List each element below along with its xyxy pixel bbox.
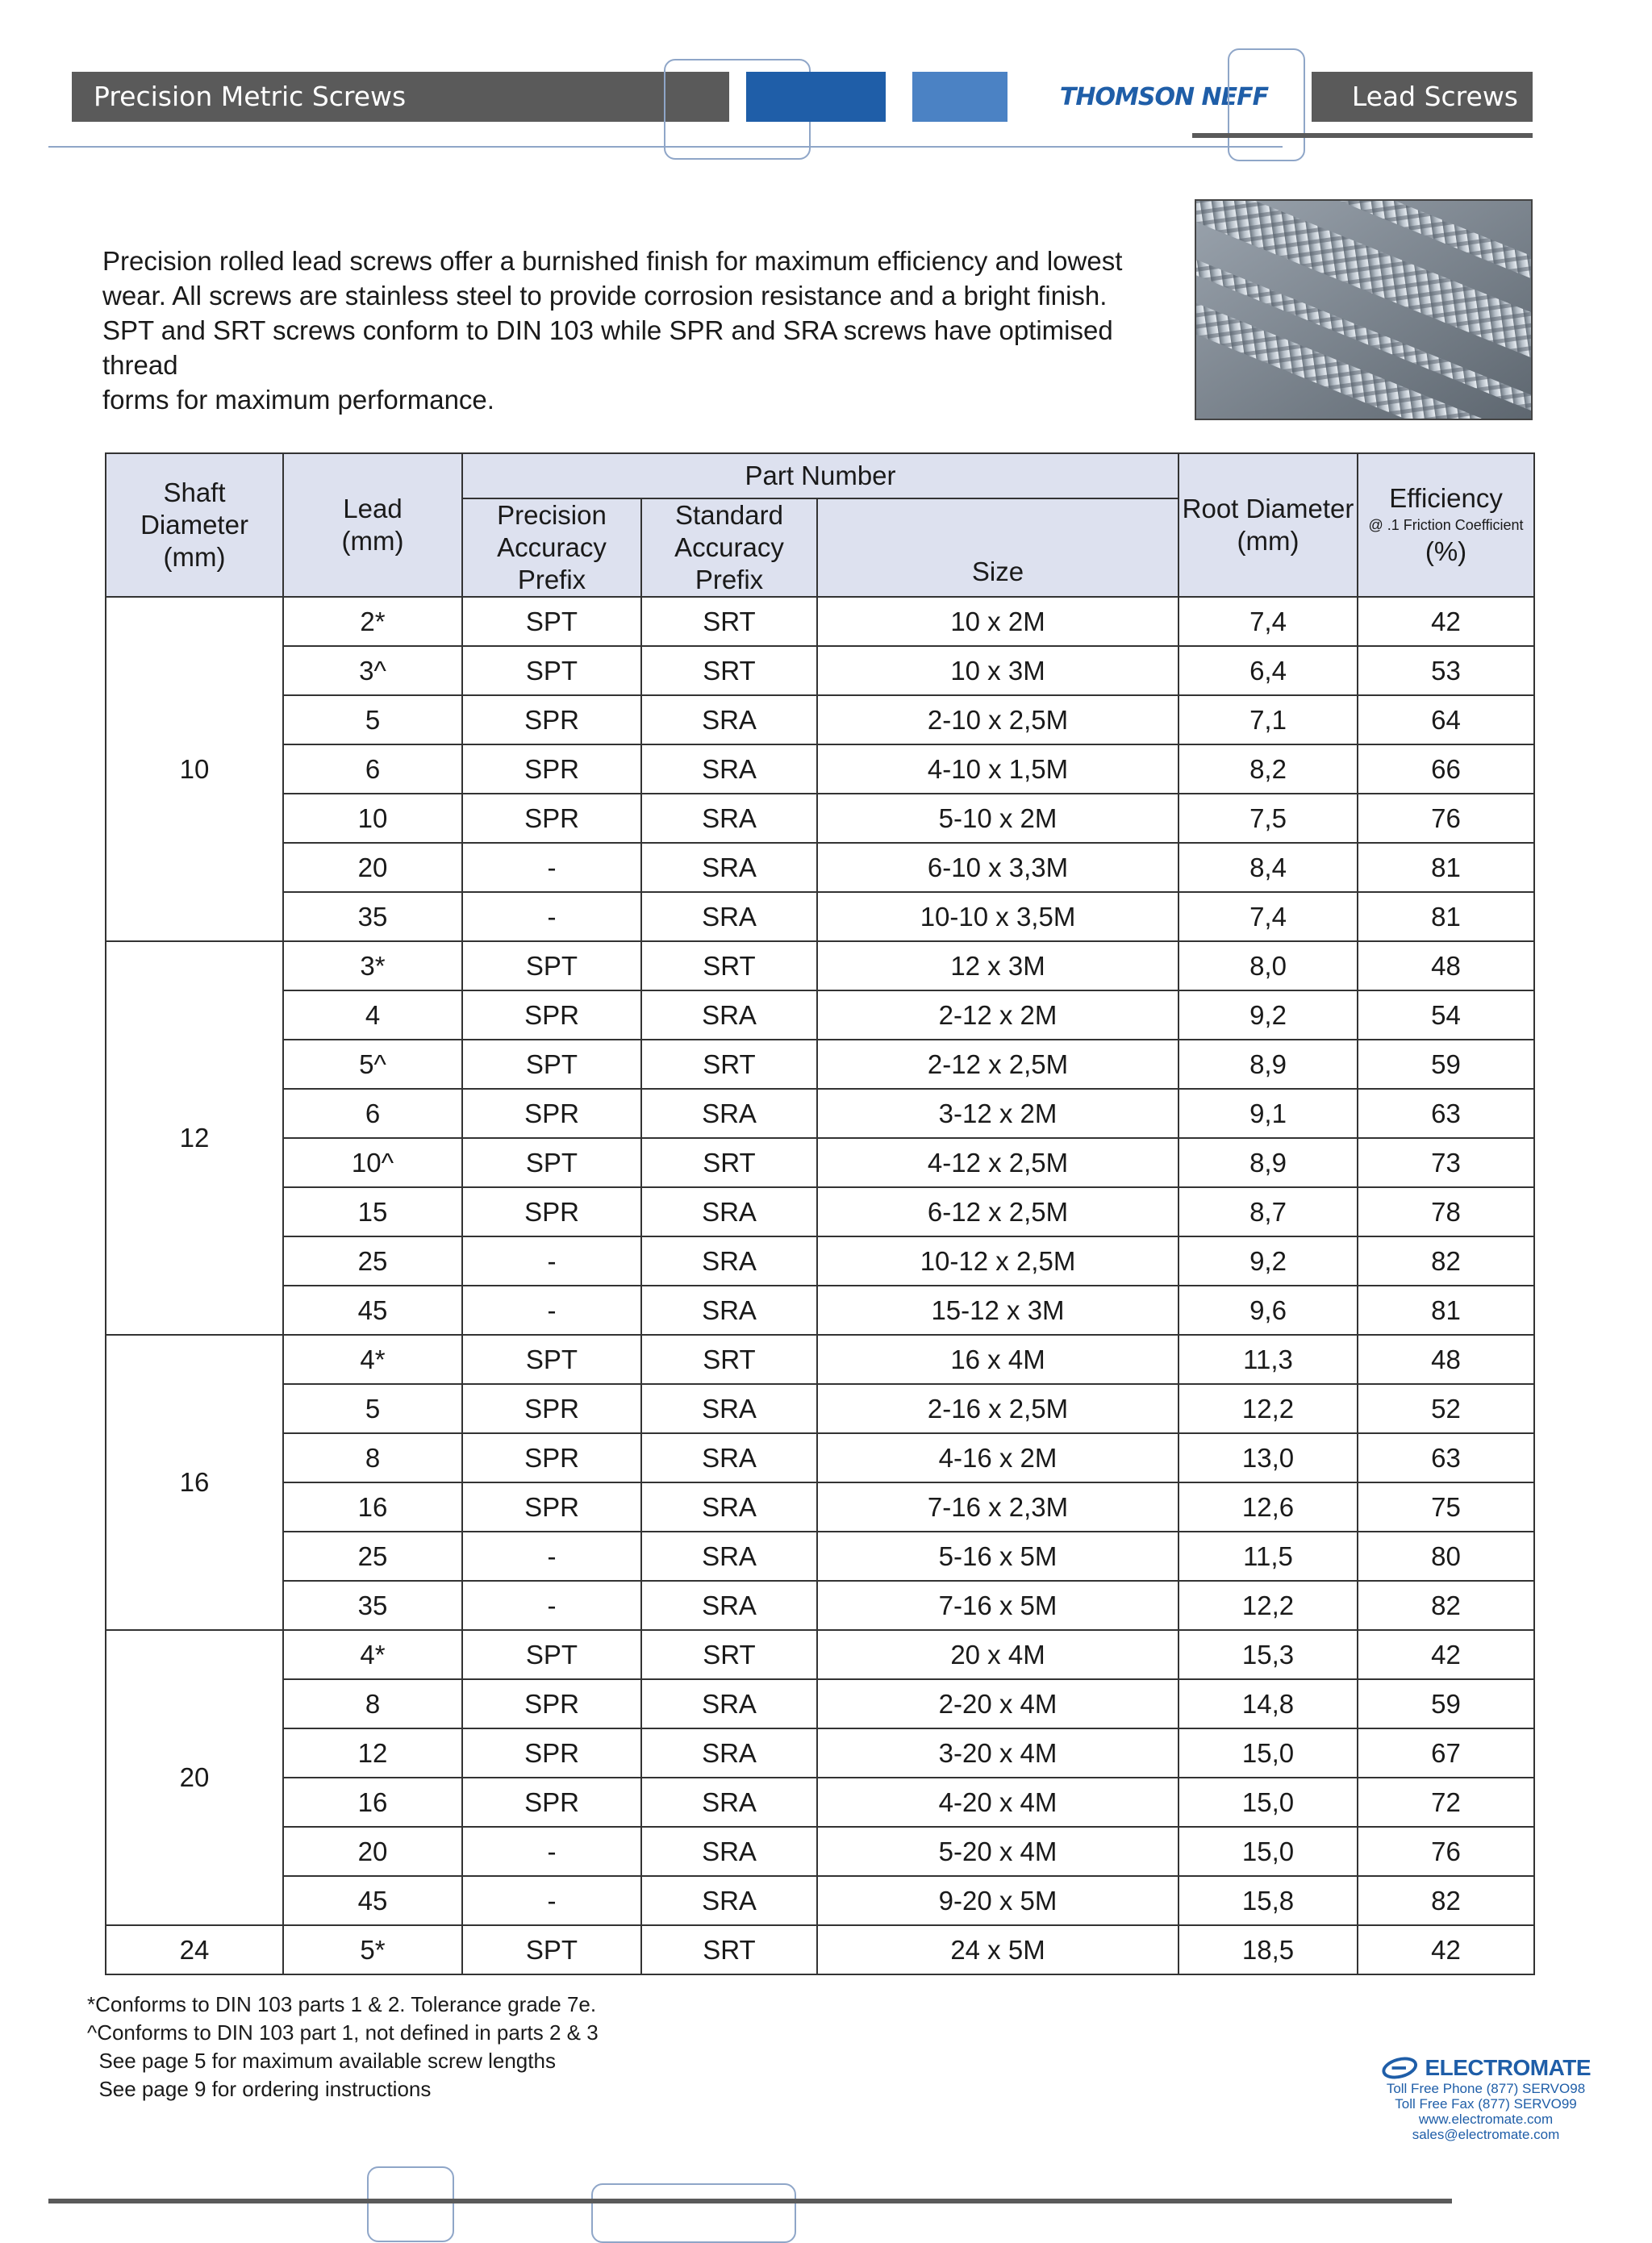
efficiency-cell: 48 xyxy=(1358,1335,1534,1384)
header-gray-rule xyxy=(1192,133,1533,138)
root-diameter-cell: 12,2 xyxy=(1179,1581,1358,1630)
table-row xyxy=(106,1925,1534,1974)
precision-prefix-cell: SPR xyxy=(462,1679,641,1728)
size-cell: 4-16 x 2M xyxy=(817,1433,1179,1482)
standard-prefix-cell: SRA xyxy=(641,695,817,744)
table-row xyxy=(106,646,1534,695)
efficiency-cell: 80 xyxy=(1358,1532,1534,1581)
table-row xyxy=(106,744,1534,794)
col-header-standard-prefix: Standard Accuracy Prefix xyxy=(641,498,817,597)
precision-prefix-cell: - xyxy=(462,1236,641,1286)
root-diameter-cell: 9,2 xyxy=(1179,990,1358,1040)
efficiency-cell: 48 xyxy=(1358,941,1534,990)
standard-prefix-cell: SRT xyxy=(641,597,817,646)
col-header-shaft-diameter: Shaft Diameter (mm) xyxy=(106,453,283,597)
size-cell: 7-16 x 5M xyxy=(817,1581,1179,1630)
root-diameter-cell: 12,6 xyxy=(1179,1482,1358,1532)
table-row xyxy=(106,1679,1534,1728)
col-header-part-number: Part Number xyxy=(462,453,1179,498)
root-diameter-cell: 8,4 xyxy=(1179,843,1358,892)
col-header-precision-prefix: Precision Accuracy Prefix xyxy=(462,498,641,597)
footer-decor-outline xyxy=(367,2166,454,2242)
table-row xyxy=(106,1630,1534,1679)
footnote: See page 9 for ordering instructions xyxy=(87,2077,432,2101)
root-diameter-cell: 15,0 xyxy=(1179,1778,1358,1827)
root-diameter-cell: 8,9 xyxy=(1179,1040,1358,1089)
lead-cell: 25 xyxy=(283,1236,462,1286)
efficiency-cell: 78 xyxy=(1358,1187,1534,1236)
precision-prefix-cell: SPT xyxy=(462,597,641,646)
standard-prefix-cell: SRA xyxy=(641,1581,817,1630)
precision-prefix-cell: SPR xyxy=(462,1482,641,1532)
lead-cell: 25 xyxy=(283,1532,462,1581)
lead-cell: 4* xyxy=(283,1630,462,1679)
table-row xyxy=(106,1335,1534,1384)
header-blue-rule xyxy=(48,146,1283,148)
root-diameter-cell: 15,0 xyxy=(1179,1728,1358,1778)
precision-prefix-cell: SPT xyxy=(462,941,641,990)
lead-screw-photo xyxy=(1195,199,1533,420)
col-header-lead: Lead (mm) xyxy=(283,453,462,597)
efficiency-cell: 64 xyxy=(1358,695,1534,744)
root-diameter-cell: 6,4 xyxy=(1179,646,1358,695)
shaft-diameter-cell: 12 xyxy=(106,941,283,1335)
size-cell: 10-12 x 2,5M xyxy=(817,1236,1179,1286)
root-diameter-cell: 15,8 xyxy=(1179,1876,1358,1925)
lead-cell: 16 xyxy=(283,1482,462,1532)
precision-prefix-cell: - xyxy=(462,1827,641,1876)
col-header-root-diameter: Root Diameter (mm) xyxy=(1179,453,1358,597)
table-row xyxy=(106,941,1534,990)
electromate-name: ELECTROMATE xyxy=(1425,2055,1591,2080)
efficiency-cell: 42 xyxy=(1358,1630,1534,1679)
efficiency-cell: 66 xyxy=(1358,744,1534,794)
table-row xyxy=(106,1433,1534,1482)
efficiency-cell: 82 xyxy=(1358,1236,1534,1286)
root-diameter-cell: 8,9 xyxy=(1179,1138,1358,1187)
root-diameter-cell: 13,0 xyxy=(1179,1433,1358,1482)
precision-prefix-cell: - xyxy=(462,1581,641,1630)
table-row xyxy=(106,1089,1534,1138)
shaft-diameter-cell: 10 xyxy=(106,597,283,941)
standard-prefix-cell: SRA xyxy=(641,1384,817,1433)
precision-prefix-cell: SPT xyxy=(462,1335,641,1384)
lead-cell: 5* xyxy=(283,1925,462,1974)
root-diameter-cell: 9,6 xyxy=(1179,1286,1358,1335)
efficiency-cell: 82 xyxy=(1358,1876,1534,1925)
footer-decor-outline-wide xyxy=(591,2183,796,2243)
table-row xyxy=(106,1827,1534,1876)
size-cell: 4-10 x 1,5M xyxy=(817,744,1179,794)
footnote: *Conforms to DIN 103 parts 1 & 2. Tolerance grade 7e. xyxy=(87,1992,597,2016)
col-header-size: Size xyxy=(817,498,1179,597)
precision-prefix-cell: SPR xyxy=(462,1433,641,1482)
precision-prefix-cell: SPR xyxy=(462,1778,641,1827)
precision-prefix-cell: - xyxy=(462,1286,641,1335)
size-cell: 20 x 4M xyxy=(817,1630,1179,1679)
header-blue-block xyxy=(746,72,886,122)
efficiency-cell: 76 xyxy=(1358,1827,1534,1876)
root-diameter-cell: 12,2 xyxy=(1179,1384,1358,1433)
footnote: See page 5 for maximum available screw lengths xyxy=(87,2049,556,2073)
efficiency-unit: (%) xyxy=(1425,536,1467,566)
standard-prefix-cell: SRT xyxy=(641,1925,817,1974)
table-row xyxy=(106,1581,1534,1630)
standard-prefix-cell: SRA xyxy=(641,1532,817,1581)
root-diameter-cell: 7,4 xyxy=(1179,597,1358,646)
electromate-phone: Toll Free Phone (877) SERVO98 xyxy=(1386,2081,1586,2096)
efficiency-cell: 82 xyxy=(1358,1581,1534,1630)
electromate-contact xyxy=(1381,2055,1591,2142)
size-cell: 5-10 x 2M xyxy=(817,794,1179,843)
precision-prefix-cell: - xyxy=(462,892,641,941)
precision-prefix-cell: SPR xyxy=(462,744,641,794)
root-diameter-cell: 18,5 xyxy=(1179,1925,1358,1974)
precision-prefix-cell: SPR xyxy=(462,990,641,1040)
size-cell: 10-10 x 3,5M xyxy=(817,892,1179,941)
table-row xyxy=(106,1482,1534,1532)
precision-prefix-cell: SPT xyxy=(462,1138,641,1187)
table-row xyxy=(106,1532,1534,1581)
standard-prefix-cell: SRT xyxy=(641,941,817,990)
standard-prefix-cell: SRA xyxy=(641,1778,817,1827)
efficiency-label: Efficiency xyxy=(1389,483,1503,513)
root-diameter-cell: 9,2 xyxy=(1179,1236,1358,1286)
electromate-logo xyxy=(1381,2055,1591,2081)
lead-cell: 20 xyxy=(283,1827,462,1876)
efficiency-cell: 54 xyxy=(1358,990,1534,1040)
intro-paragraph xyxy=(102,244,1151,417)
standard-prefix-cell: SRA xyxy=(641,794,817,843)
lead-cell: 4* xyxy=(283,1335,462,1384)
table-row xyxy=(106,1384,1534,1433)
precision-prefix-cell: SPR xyxy=(462,1089,641,1138)
efficiency-cell: 63 xyxy=(1358,1089,1534,1138)
table-row xyxy=(106,1286,1534,1335)
intro-line: Precision rolled lead screws offer a burnished finish for maximum efficiency and lowest xyxy=(102,246,1123,276)
size-cell: 7-16 x 2,3M xyxy=(817,1482,1179,1532)
intro-line: SPT and SRT screws conform to DIN 103 while SPR and SRA screws have optimised thread xyxy=(102,315,1113,380)
footnote: ^Conforms to DIN 103 part 1, not defined in parts 2 & 3 xyxy=(87,2020,599,2045)
lead-cell: 3* xyxy=(283,941,462,990)
precision-prefix-cell: - xyxy=(462,1532,641,1581)
efficiency-subtitle: @ .1 Friction Coefficient xyxy=(1368,517,1524,533)
size-cell: 12 x 3M xyxy=(817,941,1179,990)
precision-prefix-cell: SPR xyxy=(462,1728,641,1778)
efficiency-cell: 81 xyxy=(1358,892,1534,941)
lead-screw-spec-table xyxy=(105,452,1535,1975)
efficiency-cell: 75 xyxy=(1358,1482,1534,1532)
lead-cell: 6 xyxy=(283,744,462,794)
lead-cell: 6 xyxy=(283,1089,462,1138)
lead-cell: 5 xyxy=(283,1384,462,1433)
size-cell: 2-12 x 2M xyxy=(817,990,1179,1040)
table-row xyxy=(106,843,1534,892)
size-cell: 16 x 4M xyxy=(817,1335,1179,1384)
table-body xyxy=(106,597,1534,1974)
lead-cell: 10^ xyxy=(283,1138,462,1187)
standard-prefix-cell: SRA xyxy=(641,1236,817,1286)
table-row xyxy=(106,990,1534,1040)
logo-text: THOMSON NEFF xyxy=(1059,82,1269,111)
size-cell: 5-16 x 5M xyxy=(817,1532,1179,1581)
lead-cell: 15 xyxy=(283,1187,462,1236)
size-cell: 4-20 x 4M xyxy=(817,1778,1179,1827)
standard-prefix-cell: SRT xyxy=(641,1040,817,1089)
standard-prefix-cell: SRA xyxy=(641,1433,817,1482)
footer-gray-rule xyxy=(48,2199,1452,2203)
efficiency-cell: 76 xyxy=(1358,794,1534,843)
precision-prefix-cell: SPR xyxy=(462,1187,641,1236)
header-category-title: Lead Screws xyxy=(1312,72,1533,122)
table-row xyxy=(106,1138,1534,1187)
precision-prefix-cell: SPR xyxy=(462,1384,641,1433)
precision-prefix-cell: - xyxy=(462,843,641,892)
size-cell: 3-12 x 2M xyxy=(817,1089,1179,1138)
size-cell: 3-20 x 4M xyxy=(817,1728,1179,1778)
table-row xyxy=(106,1236,1534,1286)
root-diameter-cell: 11,5 xyxy=(1179,1532,1358,1581)
precision-prefix-cell: SPT xyxy=(462,1925,641,1974)
standard-prefix-cell: SRA xyxy=(641,1827,817,1876)
precision-prefix-cell: SPT xyxy=(462,1040,641,1089)
efficiency-cell: 42 xyxy=(1358,1925,1534,1974)
standard-prefix-cell: SRT xyxy=(641,1335,817,1384)
efficiency-cell: 81 xyxy=(1358,1286,1534,1335)
size-cell: 15-12 x 3M xyxy=(817,1286,1179,1335)
standard-prefix-cell: SRT xyxy=(641,1138,817,1187)
table-row xyxy=(106,1728,1534,1778)
standard-prefix-cell: SRA xyxy=(641,1286,817,1335)
efficiency-cell: 81 xyxy=(1358,843,1534,892)
root-diameter-cell: 7,4 xyxy=(1179,892,1358,941)
table-row xyxy=(106,794,1534,843)
lead-cell: 20 xyxy=(283,843,462,892)
root-diameter-cell: 14,8 xyxy=(1179,1679,1358,1728)
efficiency-cell: 59 xyxy=(1358,1679,1534,1728)
standard-prefix-cell: SRA xyxy=(641,1187,817,1236)
table-row xyxy=(106,1778,1534,1827)
standard-prefix-cell: SRA xyxy=(641,1728,817,1778)
size-cell: 10 x 2M xyxy=(817,597,1179,646)
efficiency-cell: 63 xyxy=(1358,1433,1534,1482)
precision-prefix-cell: SPT xyxy=(462,646,641,695)
standard-prefix-cell: SRT xyxy=(641,646,817,695)
size-cell: 4-12 x 2,5M xyxy=(817,1138,1179,1187)
table-row xyxy=(106,597,1534,646)
electromate-logo-icon xyxy=(1381,2056,1418,2080)
header-decor-outline-right xyxy=(1228,48,1305,161)
size-cell: 2-16 x 2,5M xyxy=(817,1384,1179,1433)
efficiency-cell: 59 xyxy=(1358,1040,1534,1089)
lead-cell: 45 xyxy=(283,1876,462,1925)
root-diameter-cell: 9,1 xyxy=(1179,1089,1358,1138)
efficiency-cell: 42 xyxy=(1358,597,1534,646)
root-diameter-cell: 11,3 xyxy=(1179,1335,1358,1384)
standard-prefix-cell: SRT xyxy=(641,1630,817,1679)
precision-prefix-cell: SPT xyxy=(462,1630,641,1679)
electromate-website[interactable]: www.electromate.com xyxy=(1418,2112,1554,2127)
root-diameter-cell: 7,5 xyxy=(1179,794,1358,843)
intro-line: forms for maximum performance. xyxy=(102,385,494,415)
lead-cell: 5^ xyxy=(283,1040,462,1089)
standard-prefix-cell: SRA xyxy=(641,1876,817,1925)
lead-cell: 35 xyxy=(283,1581,462,1630)
electromate-fax: Toll Free Fax (877) SERVO99 xyxy=(1395,2096,1577,2112)
lead-cell: 45 xyxy=(283,1286,462,1335)
lead-cell: 4 xyxy=(283,990,462,1040)
standard-prefix-cell: SRA xyxy=(641,1089,817,1138)
lead-cell: 16 xyxy=(283,1778,462,1827)
standard-prefix-cell: SRA xyxy=(641,744,817,794)
efficiency-cell: 67 xyxy=(1358,1728,1534,1778)
lead-cell: 12 xyxy=(283,1728,462,1778)
size-cell: 5-20 x 4M xyxy=(817,1827,1179,1876)
root-diameter-cell: 8,0 xyxy=(1179,941,1358,990)
lead-cell: 8 xyxy=(283,1433,462,1482)
efficiency-cell: 72 xyxy=(1358,1778,1534,1827)
size-cell: 2-20 x 4M xyxy=(817,1679,1179,1728)
precision-prefix-cell: SPR xyxy=(462,695,641,744)
standard-prefix-cell: SRA xyxy=(641,843,817,892)
lead-cell: 3^ xyxy=(283,646,462,695)
standard-prefix-cell: SRA xyxy=(641,1482,817,1532)
root-diameter-cell: 15,0 xyxy=(1179,1827,1358,1876)
shaft-diameter-cell: 24 xyxy=(106,1925,283,1974)
lead-cell: 35 xyxy=(283,892,462,941)
size-cell: 24 x 5M xyxy=(817,1925,1179,1974)
table-row xyxy=(106,1876,1534,1925)
root-diameter-cell: 15,3 xyxy=(1179,1630,1358,1679)
efficiency-cell: 52 xyxy=(1358,1384,1534,1433)
efficiency-cell: 73 xyxy=(1358,1138,1534,1187)
root-diameter-cell: 8,7 xyxy=(1179,1187,1358,1236)
size-cell: 6-10 x 3,3M xyxy=(817,843,1179,892)
efficiency-cell: 53 xyxy=(1358,646,1534,695)
size-cell: 2-12 x 2,5M xyxy=(817,1040,1179,1089)
standard-prefix-cell: SRA xyxy=(641,892,817,941)
header-section-title: Precision Metric Screws xyxy=(72,72,729,122)
size-cell: 2-10 x 2,5M xyxy=(817,695,1179,744)
standard-prefix-cell: SRA xyxy=(641,1679,817,1728)
col-header-efficiency xyxy=(1358,453,1534,597)
electromate-email[interactable]: sales@electromate.com xyxy=(1412,2127,1560,2142)
root-diameter-cell: 7,1 xyxy=(1179,695,1358,744)
table-row xyxy=(106,1187,1534,1236)
footnotes xyxy=(87,1991,599,2103)
size-cell: 6-12 x 2,5M xyxy=(817,1187,1179,1236)
table-row xyxy=(106,892,1534,941)
lead-cell: 2* xyxy=(283,597,462,646)
shaft-diameter-cell: 20 xyxy=(106,1630,283,1925)
lead-cell: 8 xyxy=(283,1679,462,1728)
shaft-diameter-cell: 16 xyxy=(106,1335,283,1630)
root-diameter-cell: 8,2 xyxy=(1179,744,1358,794)
lead-cell: 10 xyxy=(283,794,462,843)
table-row xyxy=(106,1040,1534,1089)
table-row xyxy=(106,695,1534,744)
lead-cell: 5 xyxy=(283,695,462,744)
size-cell: 10 x 3M xyxy=(817,646,1179,695)
precision-prefix-cell: SPR xyxy=(462,794,641,843)
intro-line: wear. All screws are stainless steel to provide corrosion resistance and a bright finish. xyxy=(102,281,1108,311)
standard-prefix-cell: SRA xyxy=(641,990,817,1040)
header-blue-block-light xyxy=(912,72,1007,122)
size-cell: 9-20 x 5M xyxy=(817,1876,1179,1925)
lead-screw-image xyxy=(1196,201,1531,419)
precision-prefix-cell: - xyxy=(462,1876,641,1925)
